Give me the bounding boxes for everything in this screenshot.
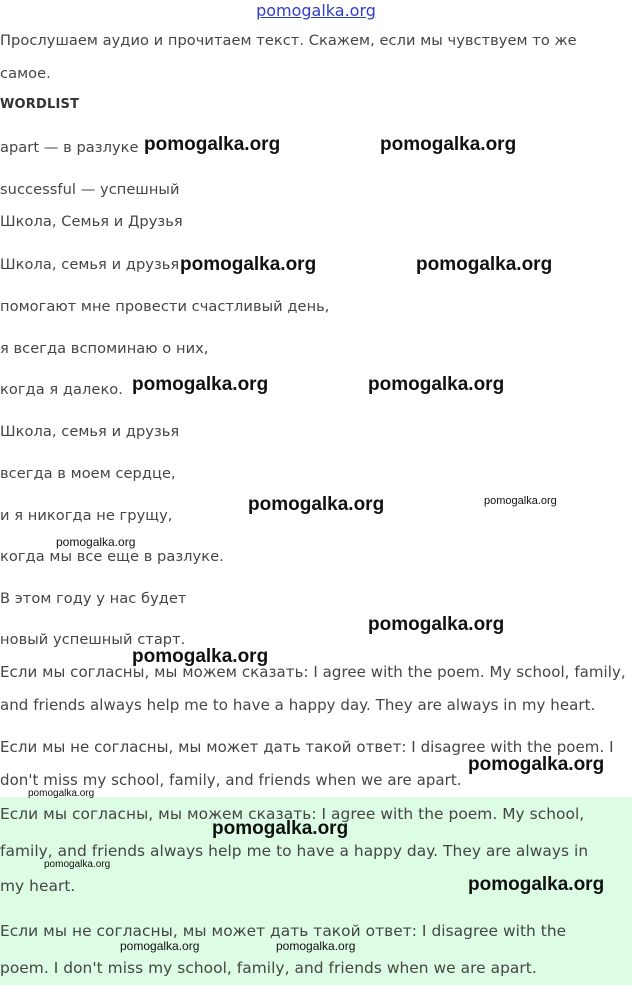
watermark: pomogalka.org [144, 134, 281, 155]
intro-line-2: самое. [0, 65, 51, 82]
wordlist-title: WORDLIST [0, 97, 80, 112]
box-agree-line-1: Если мы согласны, мы можем сказать: I agree with the poem. My school, [0, 805, 585, 823]
watermark: pomogalka.org [28, 788, 95, 799]
watermark: pomogalka.org [276, 939, 356, 953]
poem-line: я всегда вспоминаю о них, [0, 340, 209, 357]
watermark: pomogalka.org [484, 495, 557, 507]
watermark: pomogalka.org [180, 254, 317, 275]
answer-agree-line-1: Если мы согласны, мы можем сказать: I agree with the poem. My school, family, [0, 663, 626, 681]
watermark: pomogalka.org [416, 254, 553, 275]
watermark: pomogalka.org [468, 874, 605, 895]
poem-line: новый успешный старт. [0, 631, 186, 648]
answer-agree-line-2: and friends always help me to have a happy day. They are always in my heart. [0, 696, 596, 714]
watermark: pomogalka.org [44, 859, 111, 870]
watermark: pomogalka.org [120, 939, 200, 953]
watermark: pomogalka.org [212, 818, 349, 839]
box-disagree-line-2: poem. I don't miss my school, family, and friends when we are apart. [0, 959, 537, 977]
watermark: pomogalka.org [368, 614, 505, 635]
poem-line: помогают мне провести счастливый день, [0, 298, 330, 315]
watermark: pomogalka.org [248, 494, 385, 515]
watermark: pomogalka.org [132, 374, 269, 395]
watermark: pomogalka.org [56, 535, 136, 549]
poem-line: В этом году у нас будет [0, 590, 187, 607]
poem-line: когда мы все еще в разлуке. [0, 548, 224, 565]
poem-line: когда я далеко. [0, 381, 123, 398]
watermark: pomogalka.org [468, 754, 605, 775]
wordlist-item: apart — в разлуке [0, 139, 139, 156]
intro-line-1: Прослушаем аудио и прочитаем текст. Скажем, если мы чувствуем то же [0, 32, 577, 49]
poem-line: Школа, семья и друзья [0, 256, 180, 273]
box-agree-line-2: family, and friends always help me to have a happy day. They are always in [0, 842, 589, 860]
watermark: pomogalka.org [132, 646, 269, 667]
poem-title: Школа, Семья и Друзья [0, 213, 183, 230]
poem-line: и я никогда не грущу, [0, 507, 173, 524]
box-agree-line-3: my heart. [0, 877, 76, 895]
watermark: pomogalka.org [380, 134, 517, 155]
watermark: pomogalka.org [368, 374, 505, 395]
answer-disagree-line-1: Если мы не согласны, мы может дать такой ответ: I disagree with the poem. I [0, 738, 614, 756]
poem-line: Школа, семья и друзья [0, 423, 180, 440]
wordlist-item: successful — успешный [0, 181, 180, 198]
poem-line: всегда в моем сердце, [0, 465, 176, 482]
answer-disagree-line-2: don't miss my school, family, and friends when we are apart. [0, 771, 462, 789]
box-disagree-line-1: Если мы не согласны, мы может дать такой ответ: I disagree with the [0, 922, 567, 940]
site-header-link[interactable]: pomogalka.org [256, 1, 376, 20]
